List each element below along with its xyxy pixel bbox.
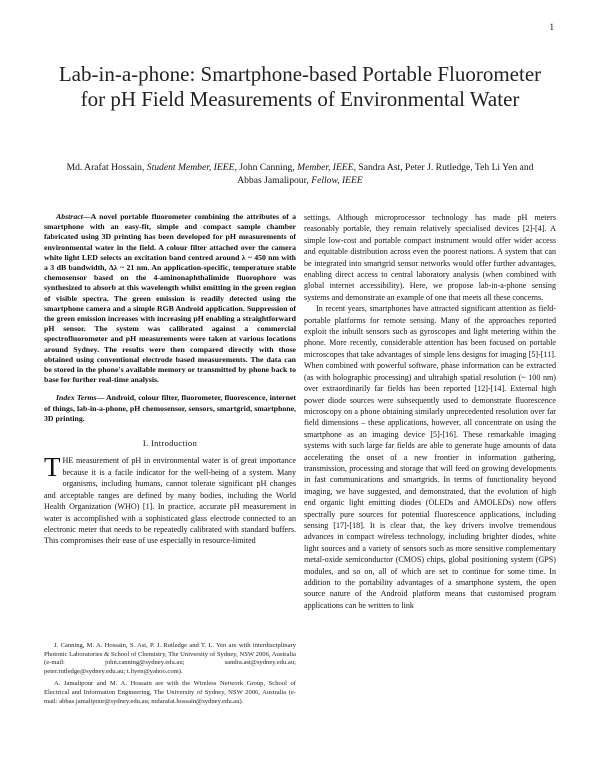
abstract-text: —A novel portable fluorometer combining the attributes of a smartphone with an easy-fit, simple and compact sample chamber fabricated using 3D printing has been developed for pH measurements of environmental water in the field. A colour filter attached over the camera white light LED selects an excitation band centred around λ ~ 450 nm with a 3 dB bandwidth, Δλ ~ 21 nm. An application-specific, temperature stable chemosensor based on the 4-aminonaphthalimide fluorophore was synthesized to absorb at this wavelength whilst emitting in the green region of visible spectra. The green emission is readily detected using the smartphone camera and a simple RGB Android application. Suppression of the green emission increases with increasing pH enabling a straightforward pH sensor. The system was calibrated against a commercial spectrofluorometer and pH measurements were taken at various locations around Sydney. The results were then compared directly with those obtained using conventional electrode based measurements. The data can be stored in the phone's available memory or transmitted by phone back to base for further real-time analysis. [44,212,296,385]
index-terms-lead: Index Terms [56,393,97,403]
right-column [304,212,556,611]
left-column [44,212,296,547]
footnote-affiliation-2: A. Jamalipour and M. A. Hossain are with the Wireless Network Group, School of Electrical and Information Engineering, The University of Sydney, NSW 2006, Australia (e-mail: abbas.jamalipour@sydney.edu.au; mdarafat.hossain@sydney.edu.au). [44,680,296,705]
index-terms-text: — Android, colour filter, fluorometer, fluorescence, internet of things, lab-in-a-phone, pH chemosensor, sensors, smartgrid, smartphone, 3D printing. [44,393,296,423]
drop-cap: T [44,452,61,483]
author-name: Md. Arafat Hossain, [66,162,145,173]
intro-text: HE measurement of pH in environmental water is of great importance because it is a facile indicator for the well-being of a system. Many organisms, including humans, cannot tolerate significant pH changes and acceptable ranges are defined by many bodies, including the World Health Organization (WHO) [1]. In practice, accurate pH measurement in water is accomplished with a sophisticated glass electrode connected to an electronic meter that needs to be repeatedly calibrated with standard buffers. This compromises their ease of use especially in resource-limited [44,456,296,546]
page-number: 1 [549,22,554,32]
body-paragraph: settings. Although microprocessor technology has made pH meters reasonably portable, they remain relatively specialised devices [2]-[4]. A simple low-cost and portable compact instrument would offer wider access and equitable distribution across even the poorest nations. A system that can be integrated into smartgrid sensor networks would offer further advantages, enabling direct access to central laboratory analysis (when combined with global internet accessibility). Here, we propose lab-in-a-phone sensing systems and demonstrate an example of one that meets all these concerns. [304,213,556,302]
abstract-lead: Abstract [56,212,83,221]
index-terms [44,393,296,424]
body-paragraph: In recent years, smartphones have attracted significant attention as field-portable platforms for remote sensing. Many of the approaches reported exploit the inbuilt sensors such as gyroscopes and light metering within the phone. More recently, considerable attention has been focused on portable microscopes that take advantages of simple lens designs for imaging [5]-[11]. When combined with powerful software, phase information can be extracted (as with holographic processing) and ultrahigh spatial resolution (~ 100 nm) over extraordinarily far fields has been reported [12]-[14]. External high power diode sources were subsequently used to demonstrate fluorescence microscopy on a phone obtaining similarly unprecedented resolution over far field dimensions – these applications, however, all concentrate on using the smartphone as an imaging device [5]-[16]. These remarkable imaging systems with such large far fields are able to generate huge amounts of data accelerating the onset of a new frontier in information gathering, transmission, processing and storage that will feed on growing developments in fast communications and smartgrids. In terms of functionality beyond imaging, we have suggested, and demonstrated, that the evolution of high end organic light emitting diodes (OLEDs and AMOLEDs) now offers spectrally pure sources for potential fluorescence applications, including sensing [17]-[18]. It is clear that, the key drivers involve tremendous advances in compact wireless technology, including brighter diodes, white light sources and a variety of sensors such as more sensitive complementary metal-oxide semiconductor (CMOS) chips, global positioning system (GPS) modules, and so on, all of which are set to continue for some time. In addition to the portability advantages of a smartphone system, the open source nature of the Android platform means that customised program applications can be written to link [304,304,556,610]
author-role: Fellow, IEEE [311,175,363,186]
author-role: Member, IEEE, [297,162,356,173]
footnote-affiliation-1: J. Canning, M. A. Hossain, S. Ast, P. J. Rutledge and T. L. Yen are with interdisciplinary Photonic Laboratories & School of Chemistry, The University of Sydney, NSW 2006, Australia (e-mail: john.canning@sydney.edu.au; sandra.ast@sydney.edu.au; peter.rutledge@sydney.edu.au; t.liyen@yahoo.com). [44,642,296,675]
author-name: John Canning, [239,162,295,173]
abstract [44,212,296,385]
intro-paragraph [44,452,296,546]
section-heading: I. Introduction [142,438,198,449]
author-role: Student Member, IEEE, [146,162,237,173]
paper-title: Lab-in-a-phone: Smartphone-based Portable Fluorometer for pH Field Measurements of Environmental Water [58,62,542,111]
author-name: Sandra Ast, Peter J. Rutledge, Teh Li Yen and Abbas Jamalipour, [237,162,534,186]
author-list [60,161,540,187]
footnotes [44,642,296,710]
